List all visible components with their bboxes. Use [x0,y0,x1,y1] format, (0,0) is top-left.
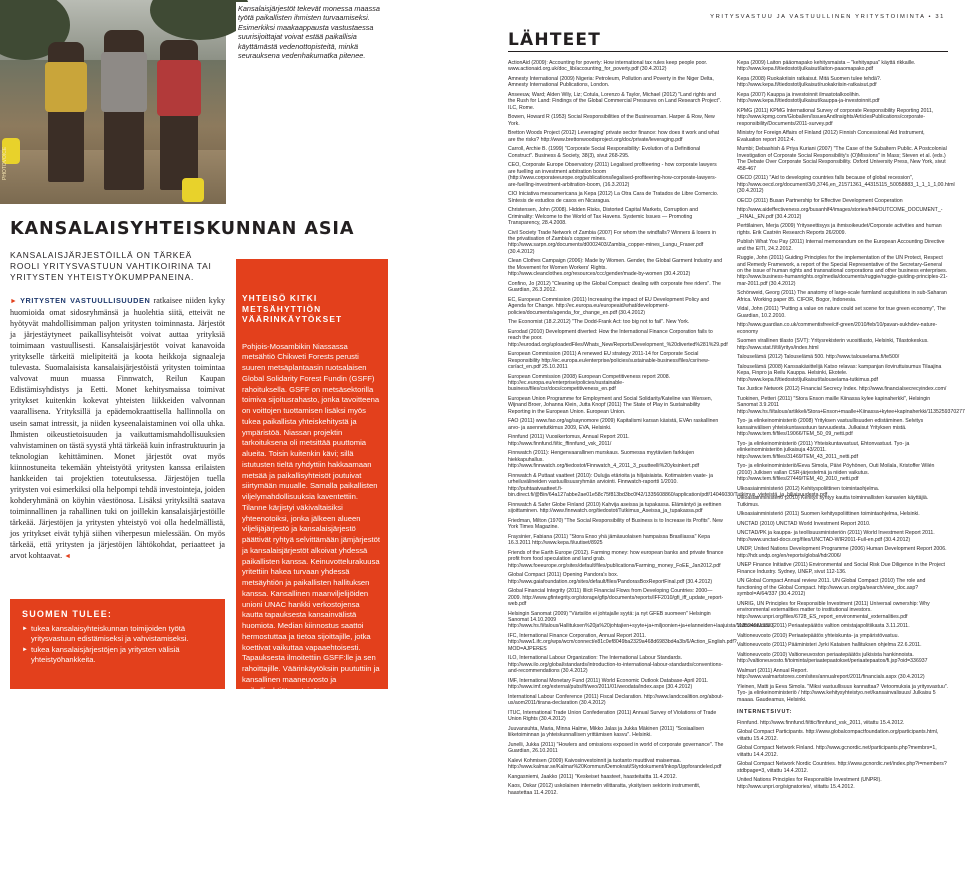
reference-entry: UNRIG, UN Principles for Responsible Investment (2011) Universal ownership: Why environmental externalities matter to institutional investors. http://www.unpri.org/files/6728_ES_report_environmental_externalities.pdf [737,600,930,620]
reference-entry: Anseeuw, Ward; Alden Wily, Liz; Cotula, Lorenzo & Taylor, Michael (2012) "Land rights and the Rush for Land: Findings of the Global Commercial Pressures on Land Research Project". ILC, Rome. [508,92,722,111]
reference-entry: United Nations Principles for Responsible Investment (UNPRI). http://www.unpri.org/signatories/, viitattu 15.4.2012. [737,777,882,790]
case-study-body: Pohjois-Mosambikin Niassassa metsähtiö Chikweti Forests perusti suuren metsäplantaasin ruotsalaisen Global Solidarity Forest Fundin (GSFF) rahoituksella. GSFF on metsäsektorilla toimiva sijoitusrahasto, jonka tavoitteena on voittojen tuottamisen lisäksi myös tukea paikallista yhteiskehitystä ja ympäristöä. Niassan projektin tarkoituksena oli metsittää puuttomia alueita. Toisin kuitenkin kävi; sillä istutusten tieltä ryhdyttiin hakkaamaan metsää ja paikallisyhteisöt joutuivat siirtymään muualle. Samalla paikallisten viljelymahdollisuuksia kaventettiin. Tilanne kärjistyi väkivaltaisiksi yhteenotoiksi, jonka jälkeen alueen viljelijäjärjestö ja kansalaisjärjestö päättivät ryhtyä selvittämään jämjärjestöt ja kansalaisjärjestöt alkoivat yhdessä paikallisten kanssa. Keinuvottelurakuusa yritettiin hakea turvaan yhdessä metsäyhtiön ja paikallisten hallituksen kanssa. Kansallinen maanviljelijöiden unioni UNAC hankki verkostojensa kautta tapauksesta kansainvälistä huomiota. Median kiinnostus saattoi hermostuttaa ja tietoa sijoittajille, jotka koettivat vaikuttaa vapaaehtoisesti. Tapauksesta ilmoitettiin GSFF:lle ja sen rahoittajille. Väärinkäytöksiin puututtiin ja kansallinen maaneuvosto ja paikallisyhtiöt pystyivät saamaan neuvottelu-tulos. Paikallinen ammattiliitto vetosi suoraan GSFF:n sijoittajiin, jotka muuttivat toimiaan. Vetoomuksen seurauksena paikan päällä tilannetta selvittämään lähetettiin GSFF:n sidosryhmien valtuuskunta toteusi, ettei projekti täyttänyt vastuullisen sijoittamisen periaatteita. Haavoittuvassa asemassa olevat paikalliset viljelijät ja ympäristöjärjestöt onnistuivat vastustamaan väärinkäytöksiä yhteistyössä yhdessä, koska kansalaisyhteiskunnan vaatimukset saivat huomiota. [242,341,381,845]
reference-entry: IFC, International Finance Corporation, Annual Report 2011. http://www1.ifc.org/wps/wcm/connect/e81c0ef8049ba2329a468d6983bd4a3b/6/Action_English.pdf?MOD=AJPERES [508,632,737,652]
reference-entry: Perttilainen, Merja (2009) Yrityseettisyys ja ihmisoikeudet/Corporate activities and human rights. Erik Castrén Research Reports 26/2009. [737,223,942,236]
reference-entry: European Commission (2008) European Competitiveness report 2008. http://ec.europa.eu/enterprise/policies/sustainable-business/files/csr/docs/competitiveness_en.pdf [508,373,671,393]
running-head: YRITYSVASTUU JA VASTUULLINEN YRITYSTOIMINTA • 31 [710,14,945,20]
reference-entry: Friedman, Milton (1970) "The Social Responsibility of Business is to Increase its Profits". New York Times Magazine. [508,517,723,531]
internet-sources-label: INTERNETSIVUT: [737,709,793,716]
reference-entry: Tuokinen, Petteri (2011) "Stora Enson maille Kiinassa kylee kapinaherkki", Helsingin Sanomat 3.9.2011 http://www.hs.fi/talous/artikkeli/Stora+Enson+maalle+Kiinassa+kytee+kapinaherkki/1135259370277 [737,396,965,415]
reference-entry: UNEP Finance Initiative (2011) Environmental and Social Risk Due Diligence in the Project Finance Industry. Sydney, UNEP, sivut 112-136. [737,562,945,575]
reference-entry: Kangasniemi, Jaakko (2011) "Keskeiset haasteet, haasteitaitta 11.4.2012. [508,773,677,780]
reference-entry: Ulkoasiainministeriö (2010) Kehitys syntyy kautta toiminnallisten kanavien käyttäjiä. Tutkimus. [737,495,929,508]
reference-entry: Vidal, John (2011) "Putting a value on nature could set scene for true green economy", The Guardian, 10.2.2010. [737,306,946,319]
reference-entry: Valtioneuvosto (2010) Valtioneuvoston periaatepäätös julkisista hankinnoista. http://valtioneuvosto.fi/toiminta/periaatepaatokset/periaatepaatos/fi.jsp?oid=336937 [737,652,928,665]
reference-entry: Bowen, Howard R (1953) Social Responsibilities of the Businessman. Harper & Row, New York. [508,114,715,127]
reference-entry: Finnfund (2011) Vuosikertomus, Annual Report 2011. http://www.finnfund.fi/tic_ffinnfund_vsk_2011/ [508,434,630,447]
reference-entry: Amnesty International (2009) Nigeria: Petroleum, Pollution and Poverty in the Niger Delta, Amnesty International Publications, London. [508,76,714,89]
reference-entry: Civil Society Trade Network of Zambia (2007) For whom the windfalls? Winners & losers in the privatisation of Zambia's copper mines. http://www.sarpn.org/documents/d0002403/Zambia_copper-mines_Lungu_Fraser.pdf (30.4.2012) [508,229,716,255]
reference-entry: Global Compact Network Nordic Countries. http://www.gcnordic.net/index.php?i=members?stdbpage=3, viitattu 14.4.2012. [737,761,947,774]
reference-entry: OECD (2011) Busan Partnership for Effective Development Cooperation [737,197,903,204]
reference-entry: Yleinen, Matti ja Eeva Simola. "Miksi vastuullisuus kannattaa? Vetoomuksia ja yritysvastuu". Tyo- ja elinkeinoministeriö / http://www.kehitysyhteistyo.net/kansainvalisuus/ Julkaisu 5 maaaa. Gaudeamus, Helsinki. [737,684,948,703]
reference-entry: The Economist (18.2.2012) "The Dodd-Frank Act: too big not to fail". New York. [508,319,690,326]
reference-entry: OECD (2011) "Aid to developing countries falls because of global recession", http://www.oecd.org/document/3/0,3746,en_21571361_44315115_50058883_1_1_1_1,00.html (30.4.2012) [737,175,955,195]
reference-entry: Ulkoasiainministeriö (2011) Suomen kehityspoliittinen toimintaohjelma, Helsinki. [737,511,920,518]
reference-entry: Mumbi; Debashish & Priya Kuriani (2007) "The Case of the Subaltern Public. A Postcolonial Investigation of Corporate Social Responsibility's (O)Missions" in Mass; Steven et al. (eds.) The Debate Over Corporate Social Responsibility. Oxford University Press, New York, sivut 458-467 [737,146,947,172]
reference-entry: ActionAid (2009): Accounting for poverty: How international tax rules keep people poor. www.actionaid.org.uk/doc_lib/accounting_for_poverty.pdf (30.4.2012) [508,60,708,73]
reference-entry: Carroll, Archie B. (1999) "Corporate Social Responsibility: Evolution of a Definitional Construct". Business & Society, 38(3), sivut 268-295. [508,146,701,159]
reference-entry: Finnwatch & Safer Globe Finland (2010) Kahvija aseissa ja tupakassa. Elämäntyö ja eettinen sijoittaminen. http://www.finnwatch.org/tiedostot/Tutkimus_Aseissa_ja_tupakassa.pdf [508,501,722,515]
photo-person-shirt [45,62,87,112]
end-mark-icon: ◄ [64,552,72,561]
reference-entry: Ruggie, John (2011) Guiding Principles for the implementation of the UN Protect, Respect and Remedy Framework, a report of the Special Representative of the Secretary-General on the issue of human rights and transnational corporations and other business enterprises. http://www.business-humanrights.org/media/documents/ruggie/ruggie-guiding-principles-21-mar-2011.pdf (30.4.2012) [737,255,948,287]
reference-entry: European Commission (2011) A renewed EU strategy 2011-14 for Corporate Social Responsibility http://ec.europa.eu/enterprise/policies/sustainable-business/files/csr/new-csr/act_en.pdf 25.10.2011 [508,351,710,371]
reference-entry: Tyo- ja elinkeinoministeriö/Eeva Simola, Päivi Pöyhönen, Outi Moilala, Kristoffer Wilén (2010) Julkisen vallan CSR-järjestelmä ja niiden vaikutus. http://www.tem.fi/files/27449/TEM_40_2010_netti.pdf [737,463,935,483]
reference-entry: EC, European Commission (2011) Increasing the impact of EU Development Policy and Agenda for Change. http://ec.europa.eu/europeaid/what/development-policies/documents/agenda_for_change_en.pdf (30.4.2012) [508,296,710,316]
reference-entry: Clean Clothes Campaign (2006): Made by Women. Gender, the Global Garment Industry and the Movement for Women Workers' Rights. http://www.cleanclothes.org/resources/ccc/gender/made-by-women (30.4.2012) [508,258,723,278]
reference-entry: Juuvansuhta, Maria, Minna Halme, Mikko Jalas ja Jukka Mäkinen (2011) "Sosiaalisen liiketoiminnan ja yhteiskunnallisen yrittämisen kasvu". Helsinki. [508,725,705,739]
reference-entry: Valtioneuvosto (2010) Periaatepäätös yhteiskunta- ja ympäristövastuu. [737,632,899,639]
recommendations-list [22,624,215,665]
reference-entry: UNCTAD/PK ja kauppa- ja teollisuusministeriön (2011) World Investment Report 2011. http://www.unctad-docs.org/files/UNCTAD-WIR2011-Full-en.pdf (30.4.2012) [737,530,935,543]
reference-entry: Tax Justice Network (2012) Financial Secrecy Index. http://www.financialsecrecyindex.com/ [737,386,947,393]
reference-entry: Ulkoasiainministeriö (2012) Kehityspoliittinen toimintaohjelma. [737,485,880,492]
reference-entry: Publish What You Pay (2011) Internal memorandum on the European Accounting Directive and the EITI, 24.2.2012. [737,239,945,252]
photo-water-canister [182,178,204,202]
references-list [737,60,965,703]
author-org: KEPA MOSAMBIK [310,867,382,875]
article-body-text: ratkaisee niiden kyky huomioida omat sidosryhmänsä ja huolehtia siitä, etteivät ne hyötyvät mahdollisimman paljon yritysten toiminnasta. Järjestöt ja järjestäytyneet paikallisyhteisöt voivat auttaa yrityksiä toimimaan vastuullisesti. Kansalaisjärjestöt voivat kanavoida yritykselle tärkeitä mielipiteitä ja koota heikkoja signaaleja tulevasta. Suomalaisista kansalaisjärjestöistä yritysten toimintaa valvovat muun muassa Finnwatch, Reilun Kaupan Edistämisyhdistys ja Eetti. Monet kehitysmaissa toimivat yritykset kuitenkin kokevat yhteisten liikkeiden valvonnan vaarallisena. Yrityksillä ja epädemokraattisella hallinnolla on usein samat intressit, ja niiden kyseenalaistaminen voi olla uhka. Ihmisten oikeustietoisuuden ja vaikuttamismahdollisuuksien vahvistaminen on tästä syystä yhtä tärkeää kuin infrastruktuurin ja teknologian kehittäminen. Monet järjestöt ovat myös kiinnostuneita tekemään yhteistyötä yritysten kanssa erilaisten hankkeiden tai projektien toteutuksessa. Järjestöjen tuella yritysten voi esimerkiksi olla helpompi tehdä investointeja, joiden kohderyhmänä on köyhin väestönosa. Lisäksi yrityksiltä saatava toiminnallinen ja rahallinen tuki on joillekin kansalaisjärjestöille tärkeää. Järjestöjen ja yritysten yhteistyö voi olla hedelmällistä, jos yritykset eivät tyhjä siihen viherpesun mielessään. On myös tärkeää, että yritysten ja järjestöjen lähtökohdat, periaatteet ja arvot kohtaavat. [10,296,225,561]
reference-entry: Tyo- ja elinkeinoministeriö (2008) Yrityksen vastuullisuuden edistäminen. Selvitys kansainvälisen yhteiskuntavastuun tarvuudesta. Julkaisut Yrityksen mistä. http://www.tem.fi/files/19066/TEM_50_09_netti.pdf [737,418,924,438]
reference-entry: Friends of the Earth Europe (2012). Farming money: how european banks and private finance profit from food speculation and land grab. http://www.foeeurope.org/sites/default/files/publications/Farming_money_FoEE_Jan2012.pdf [508,549,724,569]
sources-title: LÄHTEET [508,30,602,50]
reference-entry: IMF, International Monetary Fund (2011) World Economic Outlook Database-April 2011. http://www.imf.org/external/pubs/ft/weo/2011/01/weodata/index.aspx (30.4.2012) [508,677,709,691]
reference-entry: Schönweid, Georg (2011) The anatomy of large-scale farmland acquisitions in sub-Saharan Africa. Working paper 85. CIFOR, Bogor, Indonesia. [737,290,947,303]
title-rule [508,51,948,52]
reference-entry: http://www.aideffectiveness.org/busanhlf4/images/stories/hlf4/OUTCOME_DOCUMENT_-_FINAL_EN.pdf (30.4.2012) [737,207,943,220]
reference-entry: Fraysinier, Fabiana (2011) "Stora Enso yhä jämäsuolaisen hampaissa Brasiliassa" Kepa 16.3.2011 http://www.kepa.fi/uutiset/8925 [508,533,710,547]
article-subtitle: KANSALAISJÄRJESTÖILLÄ ON TÄRKEÄ ROOLI YRITYSVASTUUN VAHTIKOIRINA TAI YRITYSTEN YHTEISTYÖKUMPPANEINA. [10,250,212,282]
article-title: KANSALAISYHTEISKUNNAN ASIA [10,219,355,239]
recommendations-box [10,599,225,689]
references-column-right [737,60,965,790]
reference-entry: UNDP, United Nations Development Programme (2006) Human Development Report 2006. http://hdr.undp.org/en/reports/global/hdr2006/ [737,546,947,559]
reference-entry: Kaos, Oskar (2012) uskolainen internetin vilittaratta, yksityisen sektorin instrumentit, haastettaa 11.4.2012. [508,783,701,796]
reference-entry: Global Compact Network Finland. http://www.gcnordic.net/participants.php?membrs=1, viitattu 14.4.2012. [737,745,937,758]
reference-entry: ILO, International Labour Organization: The International Labour Standards. http://www.ilo.org/global/standards/introduction-to-international-labour-standards/conventions-and-recommendations (30.4.2012) [508,655,723,675]
reference-entry: http://www.guardian.co.uk/commentisfree/cif-green/2010/feb/10/pavan-sukhdev-nature-economy [737,322,938,335]
reference-entry: Tyo- ja elinkeinoministeriö (2011) Yhteiskuntavastuut, Ehtonvastuut. Tyo- ja elinkeinoministeriön julkaisuja 43/2011. http://www.tem.fi/files/31469/TEM_43_2011_netti.pdf [737,440,910,460]
case-study-author [242,858,382,876]
photo-credit: PHOTOVOICE [2,146,8,180]
cover-photo [0,0,226,204]
reference-entry: Helsingin Sanomat (2009) "Värtsilön ei johtajalle syytä: ja nyt GFEB suomeen" Helsingin Sanomat 14.10.2009 http://www.hs.fi/talous/Hallituksen%20ja%20johtajien+syyte+ja+miljoonien+ja+elanneiden+laajuista/1135249613323 [508,610,774,630]
reference-entry: Global Financial Integrity (2011) Illicit Financial Flows from Developing Countries: 2000—2009. http://www.gfintegrity.org/storage/gfip/documents/reports/IFF2010/gfi_iff_update_report-web.pdf [508,588,724,607]
photo-caption: Kansalaisjärjestöt tekevät monessa maassa työtä paikallisten ihmisten turvaamiseksi. Esimerkiksi maakaappausta vastustaessa suurisijoittajat voivat estää paikallisia käyttämästä vedenottopisteitä, minkä seurauksena vedenhakumatka pitenee. [236,2,389,202]
reference-entry: Ministry for Foreign Affairs of Finland (2012) Finnish Concessional Aid Instrument, Evaluation report 2012:4. [737,130,925,143]
reference-entry: KPMG (2011) KPMG International Survey of corporate Responsibility Reporting 2011, http://www.kpmg.com/Global/en/IssuesAndInsights/ArticlesPublications/corporate-responsibility/Documents/2011-survey.pdf [737,108,934,127]
reference-entry: Kepa (2008) Ruokakriisin ratkaisut. Mitä Suomen tulee tehdä?. http://www.kepa.fi/tiedostot/julkaisut/ruokakriisin-ratkaisut.pdf [737,76,882,89]
internet-references-list [737,720,949,790]
photo-person-shirt [157,60,201,116]
recommendation-item: ► tukea kansalaisjärjestöjen ja yritysten välisiä yhteistyöhankkeita. [22,645,215,666]
reference-entry: Kepa (2007) Kauppa ja investoinnit ilmastotalkoolihin. http://www.kepa.fi/tiedostot/julkaisut/kauppa-ja-investoinnit.pdf [737,92,880,105]
reference-entry: Suomen virallinen tilasto (SVT): Yritysrekisterin vuositilasto, Helsinki, Tilastokeskus. http://www.stat.fi/til/yritys/index.html [737,338,929,351]
reference-entry: UNCTAD (2010) UNCTAD World Investment Report 2010. [737,520,871,527]
reference-entry: Kepa (2009) Laiton pääomapako kehitysmaista – "kehityapua" käyttä rikkaille. http://www.kepa.fi/tiedostot/julkaisut/laiton-paaomapako.pdf [737,60,916,73]
reference-entry: Finnfund. http://www.finnfund.fi/ttic/finnfund_vsk_2011, viitattu 15.4.2012. [737,719,905,726]
reference-entry: Christensen, John (2008). Hidden Risks, Distorted Capital Markets, Corruption and Criminality: Welcome to the World of Tax Havens. Systemic Issues — Promoting Transparency, 28.4.2008. [508,207,699,227]
reference-entry: Finnwatch & Puttaat vaatteet (2010): Oulujja etärioita ja hiljaisiaista. Kotimaisten vaate- ja urheiluvälineiden vastuullisuusryhmän arviointi. Finnwatch-raportti 1/2010. http://puhtaatvaatteet.fi-bin.direct.fi/@Bin/64a127abbe2ae01e58c75f813bd3bc0f42/1335608860/application/pdf/14046030/Tutkimus_vieteistä_ja_hiljaisuudesta.pdf [508,472,828,499]
reference-entry: ITUC, International Trade Union Confederation (2011) Annual Survey of Violations of Trade Union Rights (30.4.2012) [508,709,717,723]
case-study-heading: YHTEISÖ KITKI METSÄHYTTIÖN VÄÄRINKÄYTÖKSET [242,293,343,324]
reference-entry: Global Compact (2011) Opening Pandora's box. http://www.gaiafoundation.org/sites/default/files/PandorasBoxReportFinal.pdf (30.4.2012) [508,572,713,585]
article-body [10,295,225,562]
reference-entry: Junelli, Jukka (2011) "Howlers and omissions exposed in world of corporate governance". The Guardian, 26.10.2011 [508,741,724,755]
reference-entry: Kalevi Kohmisen (2009) Kaivosinvestoinnit ja tuotanto muuttivat maisemaa. http://www.kalmar.se/Kalmar%20Kommun/Demokrati/Styrdokument/Inkop/Uppforandeled.pdf [508,757,722,771]
reference-entry: International Labour Conference (2011) Fiscal Declaration. http://www.landcoalition.org/about-us/aom2011/tirana-declaration (30.4.2012) [508,693,724,707]
reference-entry: CIO Iniciativa mesoamericana ja Kepa (2012) La Otra Cara de Tratados de Libre Comercio. Síntesis de estudios de casos en Nicaragua. [508,191,719,204]
recommendation-item: ► tukea kansalaisyhteiskunnan toimijoiden työtä yritysvastuun edistämiseksi ja vahvistamiseksi. [22,624,215,645]
reference-entry: Bretton Woods Project (2012) Leveraging' private sector finance: how does it work and what are the risks? http://www.brettonwoodsproject.org/doc/private/leveraging.pdf [508,130,720,143]
reference-entry: CEO, Corporate Europe Observatory (2011) Legalised profiteering - how corporate lawyers are fuelling an investment arbitration boom (http://www.corporateeurope.org/publications/legalised-profiteering-how-corporate-lawyers-are-fuelling-investment-arbitration-boom, (16.3.2012) [508,162,717,188]
reference-entry: European Union Programme for Employment and Social Solidarity/Kateline van Wensen, Wijnand Broer, Johanna Klein, Jutta Knopf (2011) The State of Play in Sustainability Reporting in the European Union. European Union. [508,396,713,415]
reference-entry: Global Compact Participants. http://www.globalcompactfoundation.org/participants.html, viitattu 15.4.2012. [737,729,939,742]
reference-entry: UN Global Compact Annual review 2011. UN Global Compact (2010) The role and functioning of the Global Compact. http://www.un.org/ga/search/view_doc.asp?symbol=A/64/337 (30.4.2012) [737,578,926,598]
reference-entry: Confino, Jo (2012) "Cleaning up the Global Compact: dealing with corporate free riders". The Guardian, 26.3.2012. [508,280,721,294]
reference-entry: Valtioneuvosto (2011) Periaatepäätös valtion omistajapolitiikasta 3.11.2011. [737,623,910,630]
reference-entry: Talouselämä (2008) Kanssakäsittelijä Katso relavas: kampanjan iloviruttuisumus Tilaajina Kepa, Finpro ja Reilu Kauppa. Helsinki, Ekotele. http://www.kepa.fi/tiedostot/julkaisut/talouselama-tutkimus.pdf [737,364,942,383]
arrow-icon: ► [10,297,17,305]
reference-entry: Finnwatch (2011): Hengenvaarallinen murskaus. Suomessa myytäväen farkkujen hiekkapuhallus. http://www.finnwatch.org/tiedostot/Finnwatch_4_2011_3_puutteelli%20yksinkert.pdf [508,450,700,470]
article-kicker: YRITYSTEN VASTUULLISUUDEN [20,296,151,305]
reference-entry: Eurodad (2010) Development diverted: How the International Finance Corporation fails to reach the poor. http://eurodad.org/uploadedFiles/Whats_New/Reports/Development_%20diverted%281%29.pdf [508,328,728,348]
reference-entry: Valtioneuvosto (2011) Pääministeri Jyrki Kataisen hallituksen ohjelma 22.6.2011. [737,642,922,649]
case-study-box [236,259,388,875]
author-name: PAULIINA SARVILAHTI-JIMÉNEZ [248,858,382,866]
photo-person-shirt [101,52,147,112]
reference-entry: Walmart (2011) Annual Report. http://www.walmartstores.com/sites/annualreport/2011/financials.aspx (30.4.2012) [737,668,925,681]
recommendations-heading: SUOMEN TULEE: [22,609,113,619]
reference-entry: Talouselämä (2012) Talouselämä 500. http://www.talouselama.fi/te500/ [737,354,900,361]
reference-entry: FAO (2011) www.fao.org/ag/saynomore (2009) Kapitalismi karsan käsistä, EVAn raskallinen arvo- ja asennetutkimus 2009, EVA, Helsinki. [508,418,719,431]
